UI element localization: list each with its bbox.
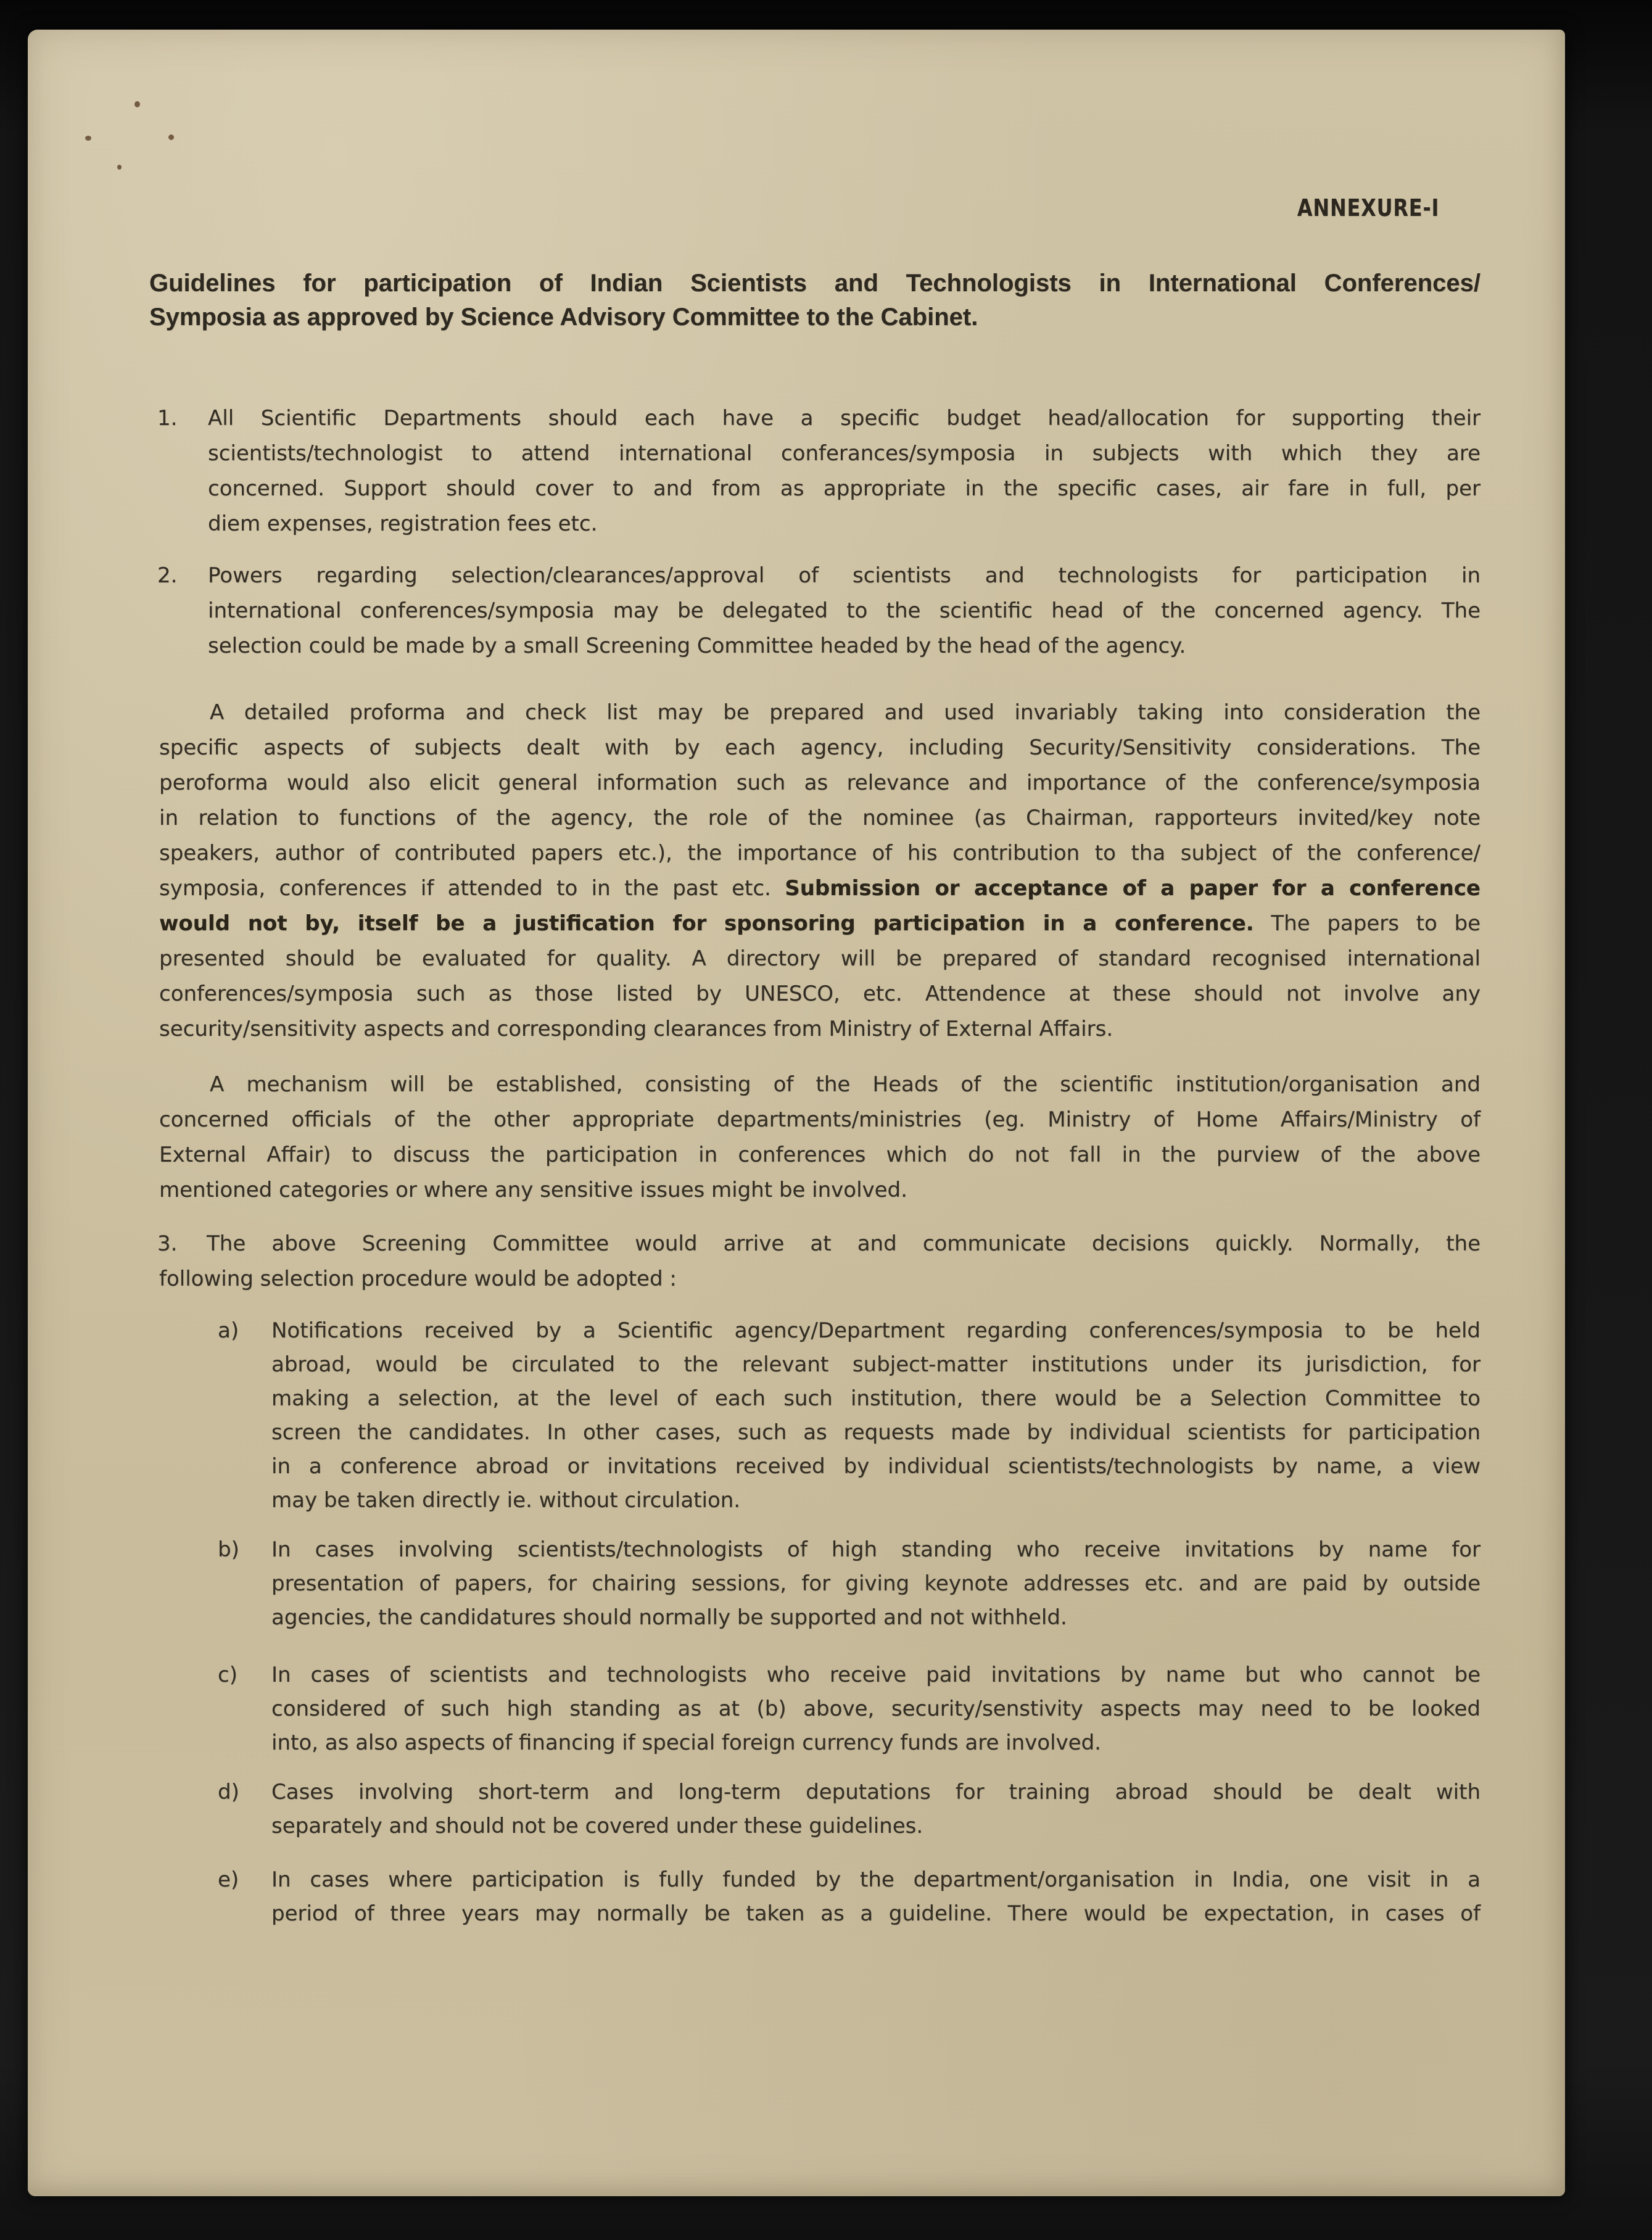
text-line: Cases involving short-term and long-term deputations for training abroad should be dealt with [271, 1780, 1481, 1804]
text-line: diem expenses, registration fees etc. [208, 511, 598, 536]
text-line [159, 871, 1481, 906]
item-text [271, 1863, 1481, 1931]
list-marker: 1. [157, 406, 178, 431]
item-text [159, 1067, 1481, 1208]
text-line: separately and should not be covered under these guidelines. [271, 1814, 923, 1838]
list-item-1 [157, 401, 1481, 542]
list-marker: b) [218, 1537, 239, 1562]
list-marker: d) [218, 1780, 239, 1804]
list-item-2 [157, 558, 1481, 664]
text-line: international conferences/symposia may be delegated to the scientific head of the concerned agency. The [208, 598, 1481, 623]
text-line: A mechanism will be established, consisting of the Heads of the scientific institution/organisation and [210, 1072, 1481, 1097]
paper-speck [85, 136, 91, 141]
text-line: specific aspects of subjects dealt with by each agency, including Security/Sensitivity considerations. The [159, 735, 1481, 760]
document-page [28, 30, 1565, 2196]
list-item-b [218, 1533, 1481, 1635]
text-segment: The papers to be [1253, 911, 1481, 936]
text-line: speakers, author of contributed papers etc.), the importance of his contribution to tha subject of the conference/ [159, 841, 1481, 866]
text-line: In cases where participation is fully funded by the department/organisation in India, one visit in a [271, 1867, 1481, 1892]
item-text [271, 1533, 1481, 1635]
text-segment: symposia, conferences if attended to in the past etc. [159, 876, 785, 901]
document-title [149, 267, 1481, 334]
list-marker: c) [218, 1663, 237, 1687]
text-line: concerned officials of the other appropriate departments/ministries (eg. Ministry of Home Affairs/Ministry of [159, 1107, 1481, 1132]
item-text [208, 401, 1481, 542]
list-marker: e) [218, 1867, 239, 1892]
text-line: in a conference abroad or invitations received by individual scientists/technologists by name, a view [271, 1454, 1481, 1479]
text-line: Notifications received by a Scientific agency/Department regarding conferences/symposia to be held [271, 1318, 1481, 1343]
item-text [208, 558, 1481, 664]
bold-text-segment: Submission or acceptance of a paper for a conference [785, 876, 1481, 901]
list-marker: a) [218, 1318, 239, 1343]
text-line [159, 906, 1481, 941]
text-line: Powers regarding selection/clearances/approval of scientists and technologists for participation in [208, 563, 1481, 588]
list-marker: 3. [157, 1231, 178, 1256]
text-line: Guidelines for participation of Indian Scientists and Technologists in International Conferences/ [149, 270, 1481, 297]
text-line: The above Screening Committee would arrive at and communicate decisions quickly. Normally, the [207, 1231, 1481, 1256]
text-line: may be taken directly ie. without circulation. [271, 1488, 741, 1513]
paper-speck [168, 134, 174, 140]
text-line: selection could be made by a small Screening Committee headed by the head of the agency. [208, 634, 1186, 658]
text-line: agencies, the candidatures should normally be supported and not withheld. [271, 1605, 1067, 1630]
text-line: scientists/technologist to attend international conferances/symposia in subjects with which they are [208, 441, 1481, 466]
text-line: presented should be evaluated for quality. A directory will be prepared of standard recognised international [159, 946, 1481, 971]
list-item-e [218, 1863, 1481, 1931]
paper-speck [134, 101, 140, 107]
text-line: following selection procedure would be adopted : [159, 1267, 677, 1291]
list-marker: 2. [157, 563, 178, 588]
text-line: In cases involving scientists/technologists of high standing who receive invitations by name for [271, 1537, 1481, 1562]
item-text [271, 1314, 1481, 1518]
annexure-label: ANNEXURE-I [1297, 194, 1439, 221]
text-line: All Scientific Departments should each have a specific budget head/allocation for supporting their [208, 406, 1481, 431]
item-text [159, 695, 1481, 1047]
item-text [271, 1658, 1481, 1760]
list-item-3 [159, 1226, 1481, 1297]
paragraph [159, 695, 1481, 1047]
text-line: into, as also aspects of financing if special foreign currency funds are involved. [271, 1730, 1101, 1755]
text-line: Symposia as approved by Science Advisory Committee to the Cabinet. [149, 304, 978, 331]
paragraph [159, 1067, 1481, 1208]
text-line: security/sensitivity aspects and corresponding clearances from Ministry of External Affairs. [159, 1017, 1113, 1041]
text-line: making a selection, at the level of each such institution, there would be a Selection Committee to [271, 1386, 1481, 1411]
text-line: In cases of scientists and technologists who receive paid invitations by name but who cannot be [271, 1663, 1481, 1687]
list-item-c [218, 1658, 1481, 1760]
text-line: abroad, would be circulated to the relevant subject-matter institutions under its jurisdiction, for [271, 1352, 1481, 1377]
item-text [159, 1226, 1481, 1297]
bold-text-segment: would not by, itself be a justification for sponsoring participation in a conference. [159, 911, 1254, 936]
text-line: presentation of papers, for chairing sessions, for giving keynote addresses etc. and are paid by outside [271, 1571, 1481, 1596]
paper-speck [117, 165, 122, 170]
text-line: mentioned categories or where any sensitive issues might be involved. [159, 1178, 907, 1202]
text-line: period of three years may normally be taken as a guideline. There would be expectation, in cases of [271, 1901, 1481, 1926]
text-line: peroforma would also elicit general information such as relevance and importance of the conference/symposia [159, 771, 1481, 795]
text-line: considered of such high standing as at (b) above, security/senstivity aspects may need to be looked [271, 1697, 1481, 1721]
list-item-d [218, 1775, 1481, 1843]
text-line: conferences/symposia such as those listed by UNESCO, etc. Attendence at these should not involve any [159, 982, 1481, 1006]
text-line: A detailed proforma and check list may be prepared and used invariably taking into consideration the [210, 700, 1481, 725]
list-item-a [218, 1314, 1481, 1518]
text-line: in relation to functions of the agency, the role of the nominee (as Chairman, rapporteurs invited/key note [159, 806, 1481, 830]
item-text [271, 1775, 1481, 1843]
text-line: concerned. Support should cover to and from as appropriate in the specific cases, air fare in full, per [208, 476, 1481, 501]
text-line: screen the candidates. In other cases, such as requests made by individual scientists for participation [271, 1420, 1481, 1445]
text-line: External Affair) to discuss the participation in conferences which do not fall in the purview of the above [159, 1143, 1481, 1167]
